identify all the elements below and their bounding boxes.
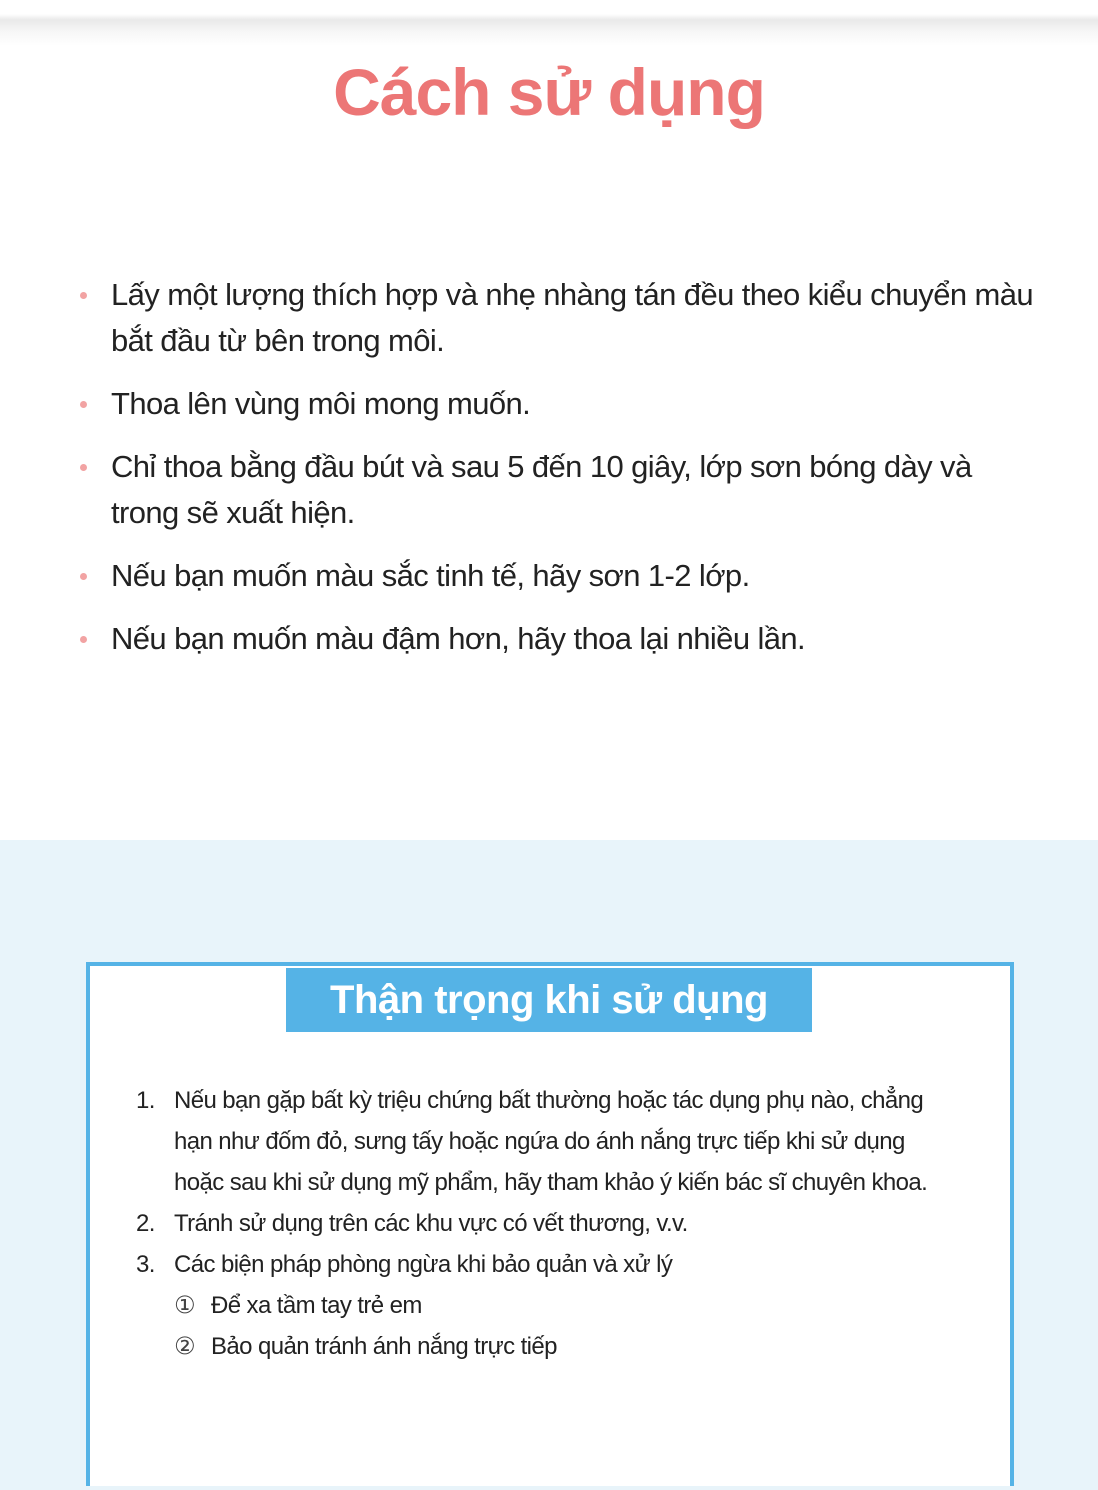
circled-number-one-icon: ① <box>174 1292 195 1319</box>
usage-list <box>76 272 1036 679</box>
caution-title: Thận trọng khi sử dụng <box>286 968 812 1032</box>
caution-item-text: Nếu bạn gặp bất kỳ triệu chứng bất thường hoặc tác dụng phụ nào, chẳng hạn như đốm đỏ, sưng tấy hoặc ngứa do ánh nắng trực tiếp khi sử dụng hoặc sau khi sử dụng mỹ phẩm, hãy tham khảo ý kiến bác sĩ chuyên khoa. <box>174 1087 928 1196</box>
caution-item-number: 3. <box>136 1251 155 1278</box>
caution-sub-item <box>174 1285 956 1326</box>
usage-section <box>0 46 1098 840</box>
usage-item-text: Nếu bạn muốn màu đậm hơn, hãy thoa lại nhiều lần. <box>111 621 806 656</box>
caution-item-text: Tránh sử dụng trên các khu vực có vết thương, v.v. <box>174 1210 688 1237</box>
caution-list <box>136 1080 956 1367</box>
caution-item-number: 2. <box>136 1210 155 1237</box>
bullet-dot-icon <box>80 573 87 580</box>
caution-item <box>136 1080 956 1203</box>
bullet-dot-icon <box>80 464 87 471</box>
caution-item <box>136 1244 956 1367</box>
caution-box <box>86 962 1014 1486</box>
usage-item <box>76 444 1036 536</box>
caution-sub-item <box>174 1326 956 1367</box>
usage-item <box>76 272 1036 364</box>
usage-item-text: Chỉ thoa bằng đầu bút và sau 5 đến 10 giây, lớp sơn bóng dày và trong sẽ xuất hiện. <box>111 449 972 530</box>
usage-item-text: Lấy một lượng thích hợp và nhẹ nhàng tán đều theo kiểu chuyển màu bắt đầu từ bên trong môi. <box>111 277 1034 358</box>
circled-number-two-icon: ② <box>174 1333 195 1360</box>
usage-item-text: Thoa lên vùng môi mong muốn. <box>111 386 531 421</box>
caution-item-text: Các biện pháp phòng ngừa khi bảo quản và xử lý <box>174 1251 673 1278</box>
caution-sub-item-text: Để xa tầm tay trẻ em <box>211 1292 422 1319</box>
usage-title: Cách sử dụng <box>333 55 765 129</box>
bullet-dot-icon <box>80 401 87 408</box>
caution-sub-list <box>174 1285 956 1367</box>
caution-section <box>0 840 1098 1490</box>
caution-item <box>136 1203 956 1244</box>
usage-item <box>76 553 1036 599</box>
bullet-dot-icon <box>80 292 87 299</box>
caution-sub-item-text: Bảo quản tránh ánh nắng trực tiếp <box>211 1333 557 1360</box>
usage-item-text: Nếu bạn muốn màu sắc tinh tế, hãy sơn 1-2 lớp. <box>111 558 750 593</box>
caution-item-number: 1. <box>136 1087 155 1114</box>
top-shadow-divider <box>0 0 1098 46</box>
usage-item <box>76 616 1036 662</box>
usage-item <box>76 381 1036 427</box>
bullet-dot-icon <box>80 636 87 643</box>
